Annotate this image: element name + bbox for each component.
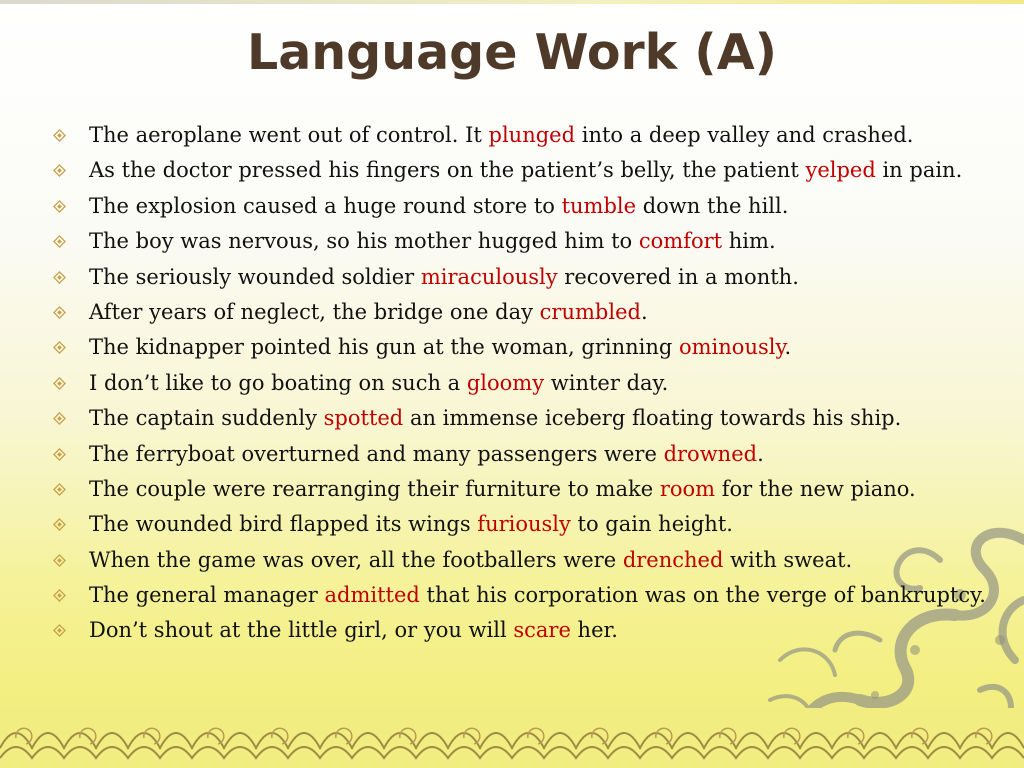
diamond-bullet-icon — [53, 200, 66, 213]
sentence-text: As the doctor pressed his fingers on the patient’s belly, the patient — [89, 158, 806, 183]
vocabulary-keyword: room — [659, 476, 716, 501]
sentence-text: down the hill. — [636, 193, 789, 218]
diamond-bullet-icon — [53, 341, 66, 354]
sentence-text: with sweat. — [723, 547, 853, 572]
bullet-item — [48, 510, 988, 539]
bullet-item — [48, 227, 988, 256]
vocabulary-keyword: gloomy — [466, 370, 545, 395]
sentence-text: The boy was nervous, so his mother hugged him to — [89, 229, 639, 254]
vocabulary-keyword: miraculously — [420, 264, 558, 289]
bullet-item — [48, 440, 988, 469]
diamond-bullet-icon — [53, 448, 66, 461]
diamond-bullet-icon — [53, 554, 66, 567]
vocabulary-keyword: furiously — [477, 512, 571, 537]
sentence-text: The captain suddenly — [89, 406, 324, 431]
bullet-item — [48, 192, 988, 221]
sentence-text: The aeroplane went out of control. It — [89, 123, 489, 147]
vocabulary-keyword: comfort — [638, 229, 723, 254]
bullet-item — [48, 616, 988, 645]
vocabulary-keyword: admitted — [324, 583, 420, 608]
diamond-bullet-icon — [53, 271, 66, 284]
vocabulary-keyword: drenched — [622, 547, 724, 572]
slide-title: Language Work (A) — [246, 24, 778, 81]
diamond-bullet-icon — [53, 483, 66, 496]
vocabulary-keyword: ominously — [679, 335, 785, 360]
diamond-bullet-icon — [53, 377, 66, 390]
bullet-item — [48, 121, 988, 150]
sentence-text: him. — [722, 229, 776, 254]
sentence-text: an immense iceberg floating towards his ship. — [403, 406, 902, 431]
bullet-item — [48, 475, 988, 504]
bullet-list — [48, 121, 988, 652]
sentence-text: . — [757, 441, 764, 466]
bullet-item — [48, 156, 988, 185]
vocabulary-keyword: yelped — [805, 158, 876, 183]
diamond-bullet-icon — [53, 624, 66, 637]
bullet-item — [48, 263, 988, 292]
sentence-text: The wounded bird flapped its wings — [89, 512, 478, 537]
diamond-bullet-icon — [53, 412, 66, 425]
bullet-item — [48, 546, 988, 575]
vocabulary-keyword: scare — [513, 618, 571, 643]
diamond-bullet-icon — [53, 589, 66, 602]
sentence-text: into a deep valley and crashed. — [575, 123, 914, 147]
vocabulary-keyword: tumble — [561, 193, 637, 218]
diamond-bullet-icon — [53, 306, 66, 319]
sentence-text: After years of neglect, the bridge one day — [89, 299, 540, 324]
sentence-text: . — [784, 335, 792, 360]
bullet-item — [48, 581, 988, 610]
sentence-text: recovered in a month. — [557, 264, 799, 289]
bullet-item — [48, 404, 988, 433]
vocabulary-keyword: spotted — [323, 406, 404, 431]
sentence-text: . — [640, 299, 648, 324]
diamond-bullet-icon — [53, 164, 66, 177]
vocabulary-keyword: drowned — [663, 441, 758, 466]
diamond-bullet-icon — [53, 129, 66, 142]
sentence-text: winter day. — [544, 370, 669, 395]
sentence-text: The couple were rearranging their furniture to make — [89, 476, 660, 501]
diamond-bullet-icon — [53, 518, 66, 531]
sentence-text: The ferryboat overturned and many passengers were — [89, 441, 664, 466]
bullet-item — [48, 333, 988, 362]
sentence-text: The kidnapper pointed his gun at the woman, grinning — [89, 335, 679, 360]
bullet-item — [48, 369, 988, 398]
sentence-text: her. — [570, 618, 618, 643]
sentence-text: Don’t shout at the little girl, or you will — [89, 618, 514, 643]
sentence-text: that his corporation was on the verge of bankruptcy. — [419, 583, 986, 608]
bullet-item — [48, 298, 988, 327]
sentence-text: to gain height. — [570, 512, 733, 537]
sentence-text: When the game was over, all the footballers were — [89, 547, 623, 572]
vocabulary-keyword: plunged — [488, 123, 576, 147]
sentence-text: The seriously wounded soldier — [89, 264, 421, 289]
diamond-bullet-icon — [53, 235, 66, 248]
sentence-text: for the new piano. — [715, 476, 916, 501]
wave-border-decoration — [0, 708, 1024, 768]
sentence-text: The explosion caused a huge round store to — [89, 193, 562, 218]
sentence-text: in pain. — [875, 158, 963, 183]
sentence-text: The general manager — [89, 583, 325, 608]
sentence-text: I don’t like to go boating on such a — [89, 370, 467, 395]
vocabulary-keyword: crumbled — [539, 299, 641, 324]
